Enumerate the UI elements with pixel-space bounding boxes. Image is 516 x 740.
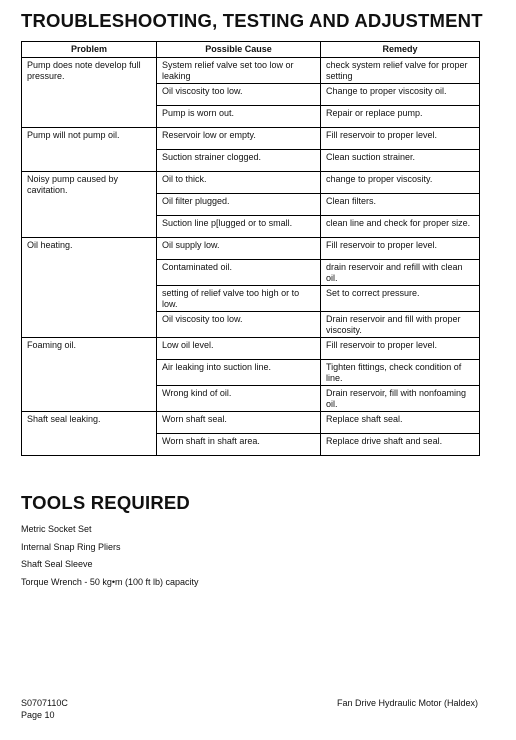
remedy-cell: Drain reservoir and fill with proper viscosity. bbox=[321, 312, 480, 338]
table-row bbox=[22, 128, 480, 150]
header-problem: Problem bbox=[22, 42, 157, 58]
remedy-cell: Drain reservoir, fill with nonfoaming oil. bbox=[321, 386, 480, 412]
cause-cell: Suction line p[lugged or to small. bbox=[157, 216, 321, 238]
cause-cell: Wrong kind of oil. bbox=[157, 386, 321, 412]
remedy-cell: change to proper viscosity. bbox=[321, 172, 480, 194]
problem-cell: Foaming oil. bbox=[22, 338, 157, 412]
table-row bbox=[22, 338, 480, 360]
cause-cell: Oil viscosity too low. bbox=[157, 84, 321, 106]
remedy-cell: Fill reservoir to proper level. bbox=[321, 338, 480, 360]
cause-cell: setting of relief valve too high or to low. bbox=[157, 286, 321, 312]
remedy-cell: Replace shaft seal. bbox=[321, 412, 480, 434]
header-remedy: Remedy bbox=[321, 42, 480, 58]
problem-cell: Pump will not pump oil. bbox=[22, 128, 157, 172]
cause-cell: Worn shaft seal. bbox=[157, 412, 321, 434]
remedy-cell: Tighten fittings, check condition of line. bbox=[321, 360, 480, 386]
table-header-row bbox=[22, 42, 480, 58]
cause-cell: Suction strainer clogged. bbox=[157, 150, 321, 172]
problem-cell: Shaft seal leaking. bbox=[22, 412, 157, 456]
cause-cell: Contaminated oil. bbox=[157, 260, 321, 286]
manual-title: Fan Drive Hydraulic Motor (Haldex) bbox=[336, 698, 478, 708]
cause-cell: Air leaking into suction line. bbox=[157, 360, 321, 386]
cause-cell: Oil filter plugged. bbox=[157, 194, 321, 216]
cause-cell: Pump is worn out. bbox=[157, 106, 321, 128]
cause-cell: Oil to thick. bbox=[157, 172, 321, 194]
tools-list bbox=[21, 521, 199, 591]
remedy-cell: Change to proper viscosity oil. bbox=[321, 84, 480, 106]
remedy-cell: Clean filters. bbox=[321, 194, 480, 216]
troubleshooting-table bbox=[21, 41, 480, 456]
table-row bbox=[22, 58, 480, 84]
table-row bbox=[22, 172, 480, 194]
list-item: Shaft Seal Sleeve bbox=[21, 559, 93, 569]
problem-cell: Noisy pump caused by cavitation. bbox=[22, 172, 157, 238]
list-item: Metric Socket Set bbox=[21, 524, 92, 534]
list-item: Internal Snap Ring Pliers bbox=[21, 541, 121, 552]
remedy-cell: Replace drive shaft and seal. bbox=[321, 434, 480, 456]
remedy-cell: check system relief valve for proper setting bbox=[321, 58, 480, 84]
cause-cell: System relief valve set too low or leaking bbox=[157, 58, 321, 84]
remedy-cell: Set to correct pressure. bbox=[321, 286, 480, 312]
table-row bbox=[22, 412, 480, 434]
cause-cell: Oil supply low. bbox=[157, 238, 321, 260]
problem-cell: Oil heating. bbox=[22, 238, 157, 338]
footer-left bbox=[21, 697, 68, 721]
cause-cell: Worn shaft in shaft area. bbox=[157, 434, 321, 456]
tools-title: TOOLS REQUIRED bbox=[21, 492, 190, 513]
page-number: Page 10 bbox=[21, 710, 55, 720]
page-title: TROUBLESHOOTING, TESTING AND ADJUSTMENT bbox=[21, 10, 483, 31]
remedy-cell: Fill reservoir to proper level. bbox=[321, 238, 480, 260]
header-possible-cause: Possible Cause bbox=[157, 42, 321, 58]
problem-cell: Pump does note develop full pressure. bbox=[22, 58, 157, 128]
remedy-cell: Clean suction strainer. bbox=[321, 150, 480, 172]
doc-number: S0707110C bbox=[21, 698, 68, 708]
remedy-cell: drain reservoir and refill with clean oil. bbox=[321, 260, 480, 286]
remedy-cell: clean line and check for proper size. bbox=[321, 216, 480, 238]
cause-cell: Oil viscosity too low. bbox=[157, 312, 321, 338]
remedy-cell: Repair or replace pump. bbox=[321, 106, 480, 128]
cause-cell: Reservoir low or empty. bbox=[157, 128, 321, 150]
list-item: Torque Wrench - 50 kg•m (100 ft lb) capacity bbox=[21, 576, 199, 587]
remedy-cell: Fill reservoir to proper level. bbox=[321, 128, 480, 150]
cause-cell: Low oil level. bbox=[157, 338, 321, 360]
table-row bbox=[22, 238, 480, 260]
